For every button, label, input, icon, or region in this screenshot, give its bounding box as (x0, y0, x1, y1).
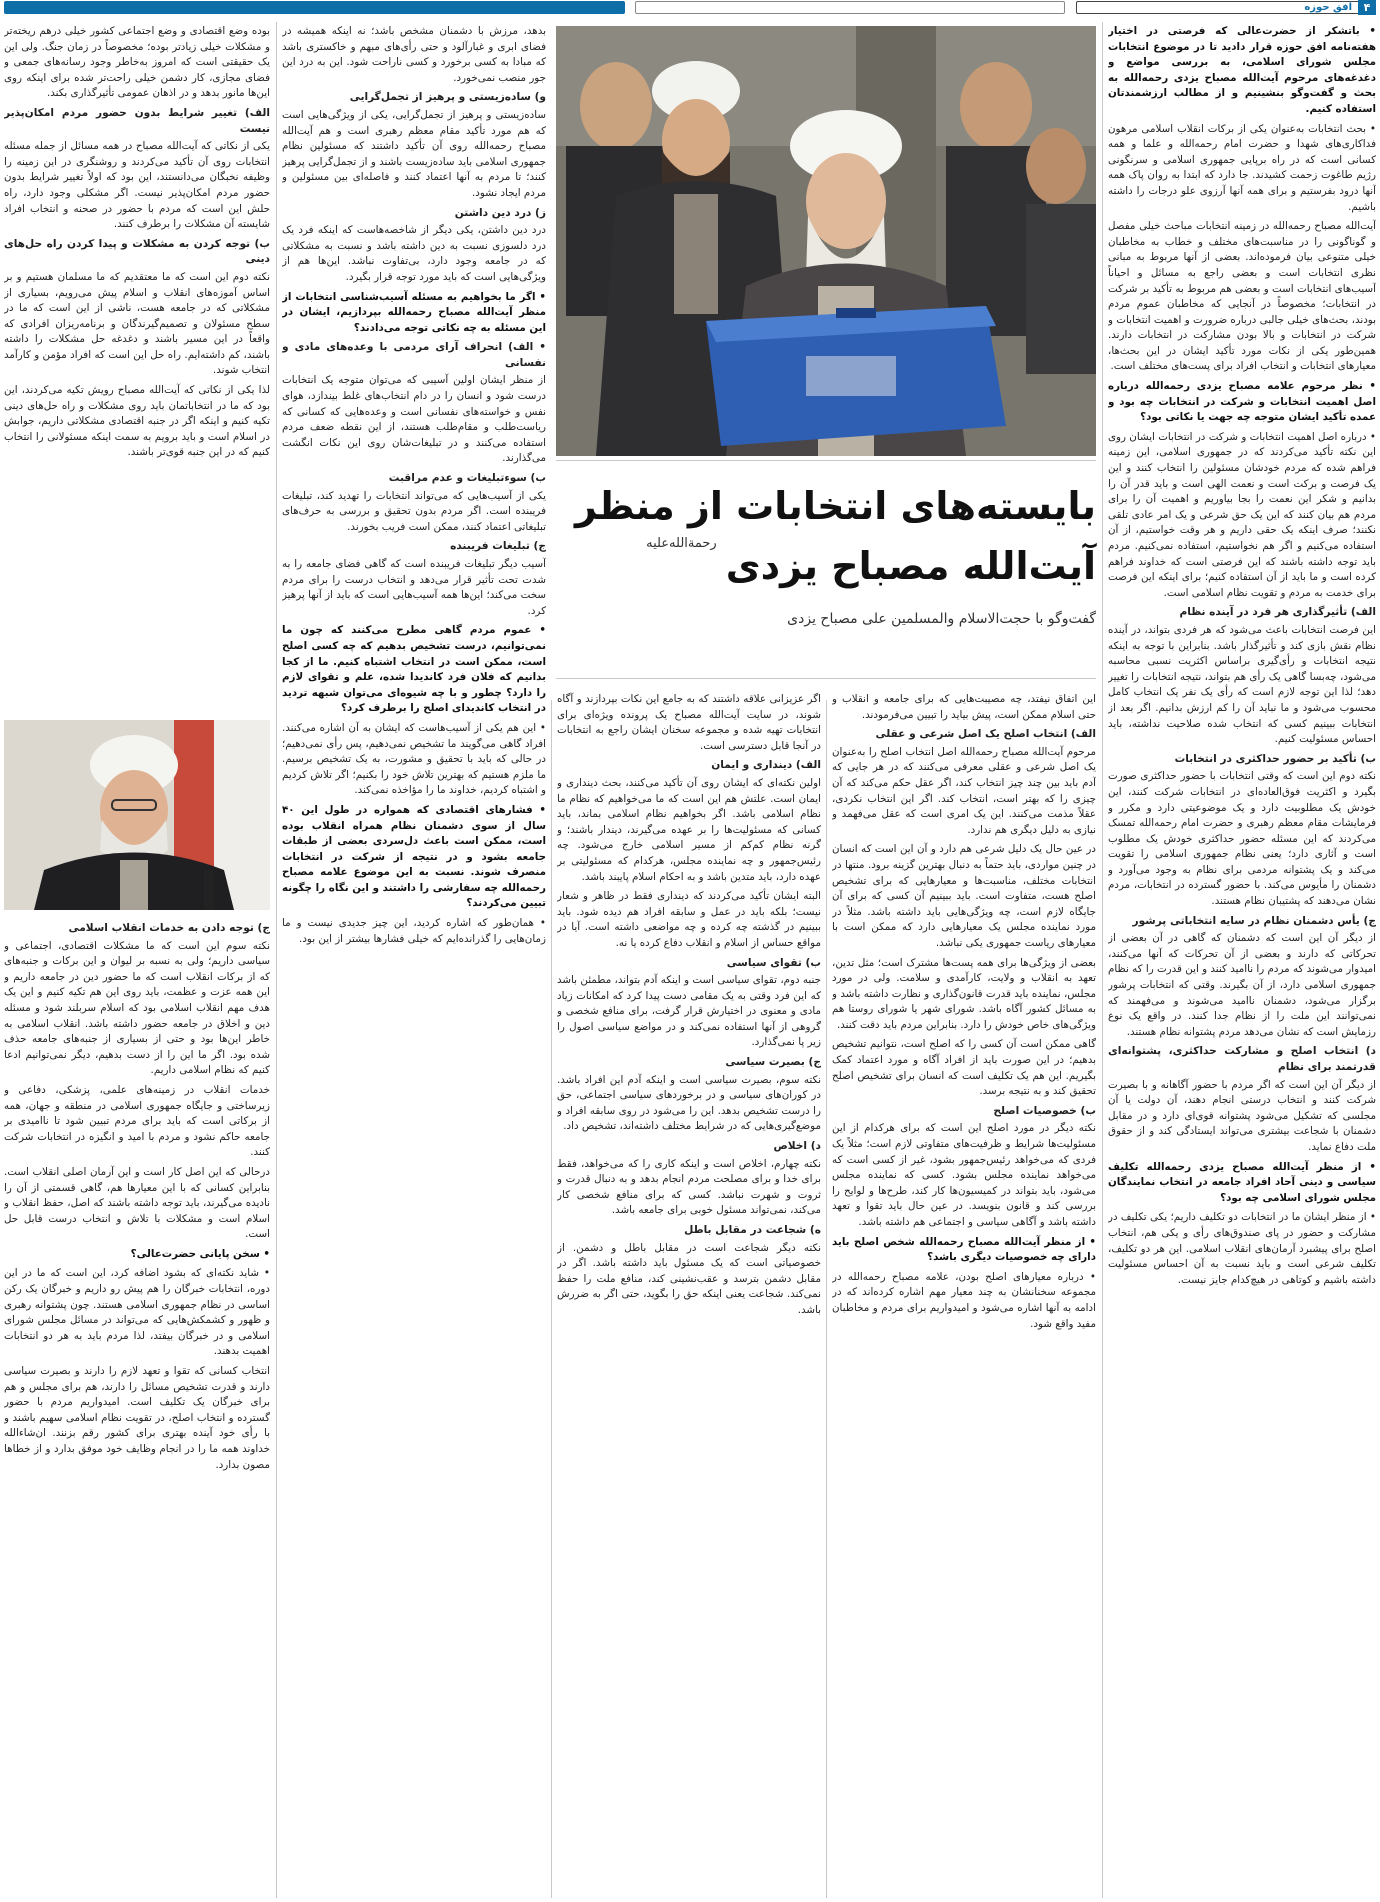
masthead-logo: افق حوزه (1304, 2, 1352, 13)
section-heading: ه) شجاعت در مقابل باطل (684, 1224, 821, 1236)
article-column-2 (832, 692, 1096, 1900)
article-column-1 (1108, 24, 1376, 1900)
article-column-6 (4, 918, 270, 1900)
section-heading: ج) توجه دادن به خدمات انقلاب اسلامی (68, 922, 270, 934)
paragraph: بوده وضع اقتصادی و وضع اجتماعی کشور خیلی درهم ریخته‌تر و مشکلات خیلی زیادتر بوده؛ مخصوصاً در زمان جنگ. ولی این یک حقیقتی است که امروز به‌خاطر وجود رسانه‌های جمعی و فضای مجازی، کار دشمن خیلی راحت‌تر شده برای اینکه روی این‌ها مانور بدهد و در اذهان عمومی تأثیرگذاری بکند. (4, 25, 270, 100)
page-number: ۴ (1358, 0, 1376, 15)
section-heading: د) اخلاص (773, 1140, 821, 1153)
portrait-photo (4, 720, 270, 910)
article-column-5 (4, 24, 270, 714)
paragraph: یکی از نکاتی که آیت‌الله مصباح در همه مسائل از جمله مسئله انتخابات روی آن تأکید می‌کردند و روشنگری در این زمینه را وظیفه نخبگان می‌دانستند، این بود که اولاً تغییر شرایط بدون حضور مردم امکان‌پذیر نیست. اگر مشکلی وجود دارد، راه حلش این است که مردم با حضور در صحنه و انتخاب افراد شایسته آن مشکلات را برطرف کنند. (4, 140, 270, 231)
title-rule (556, 678, 1096, 679)
paragraph: • شاید نکته‌ای که بشود اضافه کرد، این است که ما در این دوره، انتخابات خبرگان را هم پیش رو داریم و خبرگان یک رکن اساسی در نظام جمهوری اسلامی هستند. چون پشتوانه رهبری و ظهور و کشمکش‌هایی که می‌تواند در مسائل مجلس شورای اسلامی و در خبرگان بیفتد، لذا مردم باید به هر دو انتخابات اهمیت بدهند. (4, 1267, 270, 1358)
ballot-box (706, 306, 1006, 446)
column-rule (276, 22, 277, 1898)
paragraph: بدهد، مرزش با دشمنان مشخص باشد؛ نه اینکه همیشه در فضای ابری و غبارآلود و حتی رأی‌های مبهم و خاکستری باشد که مبادا به کسی برخورد و کسی ناراحت شود. این به درد این جور منصب نمی‌خورد. (282, 25, 546, 84)
interview-question: • باتشکر از حضرت‌عالی که فرصتی در اختیار هفته‌نامه افق حوزه قرار دادید تا در موضوع انتخابات مجلس شورای اسلامی، به بررسی مواضع و دغدغه‌های مرحوم آیت‌الله مصباح یزدی رحمه‌الله به بحث و گفت‌وگو بنشینیم و از مطالب ارزشمندتان استفاده کنیم. (1108, 25, 1376, 115)
article-title (556, 476, 1096, 656)
column-rule (826, 700, 827, 1898)
title-honorific: رحمة‌الله‌علیه (646, 536, 717, 551)
paragraph: • درباره اصل اهمیت انتخابات و شرکت در انتخابات ایشان روی این نکته تأکید می‌کردند که در جمهوری اسلامی، این زمینه فراهم شده که مردم خودشان مسئولین را انتخاب کنند و این یک فرصت و برکت است و نعمت الهی است و باید قدر آن را بدانیم و شکر این نعمت را بجا بیاوریم و اهمیت آن را برای مردم هم بیان کنند که این یک حق شرعی و یک امر عادی تلقی نکنند؛ صرف اینکه یک حقی داریم و هر وقت خواستیم، از آن استفاده می‌کنیم و اگر هم نخواستیم، استفاده نمی‌کنیم. مردم باید توجه داشته باشند که این فرصتی است که خداوند فراهم کرده است و ما باید از آن استفاده کنیم؛ برای اینکه این فرصت برای خدمت به مردم و تقویت نظام اسلامی است. (1108, 430, 1376, 599)
column-rule (1102, 22, 1103, 1898)
section-heading: الف) انتخاب اصلح یک اصل شرعی و عقلی (875, 728, 1096, 741)
paragraph: از دیگر آن این است که دشمنان که گاهی در آن بعضی از تحرکاتی که دارند و بعضی از آن تحرکات که آنها می‌کنند، امیدوار می‌شوند که مردم را ناامید کنند و این قدرت را که نظام جمهوری اسلامی دارد، از آن بگیرند. وقتی که انتخابات پرشور برگزار می‌شود، دشمنان ناامید می‌شوند و می‌فهمند که نمی‌توانند این ملت را از نظام جدا کنند. در واقع یک نوع رزمایش است که نشان می‌دهد مردم پشتوانه نظام هستند. (1108, 932, 1376, 1038)
article-column-4 (282, 24, 546, 1900)
paragraph: مرحوم آیت‌الله مصباح رحمه‌الله اصل انتخاب اصلح را به‌عنوان یک اصل شرعی و عقلی معرفی می‌کنند که در هر جایی که آدم باید بین چند چیز انتخاب کند، اگر عقل حکم می‌کند که آن چیزی را که بهتر است، انتخاب کند. اگر این انتخاب نکردی، عقلاً مذمت می‌کنند. این یک امری است که عقل می‌فهمد و نیازی به دلیل دیگری هم ندارد. (832, 745, 1096, 836)
section-heading: د) انتخاب اصلح و مشارکت حداکثری، پشتوانه‌ای قدرتمند برای نظام (1108, 1045, 1376, 1073)
paragraph: • درباره معیارهای اصلح بودن، علامه مصباح رحمه‌الله در مجموعه سخنانشان به چند معیار مهم اشاره کرده‌اند که در ادامه به آنها اشاره می‌شود و امیدواریم برای مردم و مخاطبان مفید واقع شود. (832, 1270, 1096, 1330)
paragraph: جنبه دوم، تقوای سیاسی است و اینکه آدم بتواند، مطمئن باشد که این فرد وقتی به یک مقامی دست پیدا کرد که امکانات زیاد مادی و معنوی در اختیارش قرار گرفت، برای منافع شخصی و گروهی از آنها استفاده نمی‌کند و در مواضع سیاسی اصول را زیر پا نمی‌گذارد. (557, 974, 821, 1049)
masthead-bar-middle (635, 1, 1065, 14)
paragraph: این اتفاق نیفتد، چه مصیبت‌هایی که برای جامعه و انقلاب و حتی اسلام ممکن است، پیش بیاید را تبیین می‌فرمودند. (832, 693, 1096, 721)
paragraph: نکته دوم این است که ما معتقدیم که ما مسلمان هستیم و بر اساس آموزه‌های انقلاب و اسلام پیش می‌رویم، بسیاری از مشکلاتی که در جامعه هست، ناشی از این است که ما در سطح مسئولان و تصمیم‌گیرندگان و برنامه‌ریزان افرادی که واقعاً در این مسیر باشند و دغدغه حل مشکلات را داشته باشند، کم داشته‌ایم. راه حل این است که افراد مؤمن و کارآمد انتخاب شوند. (4, 270, 270, 377)
section-heading: ج) بصیرت سیاسی (725, 1056, 821, 1069)
paragraph: لذا یکی از نکاتی که آیت‌الله مصباح رویش تکیه می‌کردند، این بود که ما در انتخاباتمان باید روی مشکلات و راه حل‌های دینی تکیه کنیم و اینکه اگر در جنبه اقتصادی مشکلاتی داریم، جوابش در اسلام است و باید برویم به سمت اینکه مسئولانی را انتخاب کنیم که در این جنبه قوی‌تر باشند. (4, 384, 270, 459)
paragraph: • همان‌طور که اشاره کردید، این چیز جدیدی نیست و ما زمان‌هایی را گذرانده‌ایم که خیلی فشارها بیشتر از این بود. (282, 917, 546, 945)
title-line-2: آیت‌الله مصباح یزدی (725, 544, 1096, 588)
voting-scene-illustration (556, 26, 1096, 456)
section-heading: ب) تقوای سیاسی (726, 956, 821, 969)
article-subtitle: گفت‌وگو با حجت‌الاسلام والمسلمین علی مصباح یزدی (787, 611, 1096, 627)
paragraph: این فرصت انتخابات باعث می‌شود که هر فردی بتواند، در آینده نظام نقش بازی کند و تأثیرگذار باشد. بنابراین با توجه به اینکه نتیجه انتخابات و رأی‌گیری براساس اکثریت نسبی محاسبه می‌شود، چه‌بسا گاهی یک رأی هم بتواند، نتیجه انتخابات را تغییر دهد؛ لذا این توجه لازم است که رأی یک نفر یک انتخاب کامل محسوب می‌شود و ما نباید آن را کم ارزش بدانیم. اگر بعد از انتخابات ببینیم کسی که انتخاب شده صلاحیت نداشته، باید احساس مسئولیت کنیم. (1108, 623, 1376, 746)
paragraph: بعضی از ویژگی‌ها برای همه پست‌ها مشترک است؛ مثل تدین، تعهد به انقلاب و ولایت، کارآمدی و سلامت. ولی در مورد مجلس، نماینده باید قدرت قانون‌گذاری و نظارت داشته باشد و به مسائل کشور آگاه باشد. شورای شهر یا شورای روستا هم ویژگی‌های خاص خودش را دارد. بنابراین مردم باید دقت کنند. (832, 956, 1096, 1031)
interview-question: • از منظر آیت‌الله مصباح رحمه‌الله شخص اصلح باید دارای چه خصوصیات دیگری باشد؟ (832, 1235, 1096, 1264)
paragraph: • این هم یکی از آسیب‌هاست که ایشان به آن اشاره می‌کنند. افراد گاهی می‌گویند ما تشخیص نمی‌دهیم، پس رأی نمی‌دهیم؛ در حالی که باید با تحقیق و مشورت، به یک تشخیص برسیم. ما ملزم هستیم که بهترین تلاش خود را بکنیم؛ اگر تلاش کردیم و اشتباه کردیم، خداوند ما را مؤاخذه نمی‌کند. (282, 721, 546, 797)
section-heading: الف) تغییر شرایط بدون حضور مردم امکان‌پذیر نیست (4, 106, 270, 135)
section-heading: ب) سوءتبلیغات و عدم مراقبت (388, 472, 546, 485)
section-heading: • الف) انحراف آرای مردمی با وعده‌های مادی و نفسانی (282, 341, 546, 369)
interview-question: • از منظر آیت‌الله مصباح یزدی رحمه‌الله تکلیف سیاسی و دینی آحاد افراد جامعه در انتخاب نمایندگان مجلس شورای اسلامی چه بود؟ (1108, 1160, 1376, 1204)
section-heading: ب) تأکید بر حضور حداکثری در انتخابات (1174, 752, 1376, 765)
voting-photo (556, 26, 1096, 456)
paragraph: نکته دیگر شجاعت است در مقابل باطل و دشمن. از خصوصیاتی است که یک مسئول باید داشته باشد. اگر در مقابل دشمن بترسد و عقب‌نشینی کند، منافع ملت را حفظ نمی‌کند. شجاعت یعنی اینکه حق را بگوید، حتی اگر به ضررش باشد. (557, 1241, 821, 1316)
title-line-2-wrap (556, 536, 1096, 596)
paragraph: آیت‌الله مصباح رحمه‌الله در زمینه انتخابات مباحث خیلی مفصل و گوناگونی را در مناسبت‌های مختلف و خطاب به مخاطبان خیلی متنوعی بیان فرموده‌اند. بعضی از آنها مربوط به مبانی نظری انتخابات است و بعضی راجع به مسائل و احیاناً آسیب‌های انتخابات است و بعضی هم مربوط به تأکید بر شرکت در انتخابات؛ مخصوصاً در آنجایی که مخاطبان عموم مردم بودند، بحث‌های خیلی جالبی درباره ضرورت و اهمیت انتخابات و شرکت در انتخابات و بالا بودن مشارکت در انتخابات دارند. همین‌طور یکی از نکات مورد تأکید ایشان در این بحث‌ها، معیارهای انتخابات و انتخاب افراد برای پست‌های مختلف است. (1108, 220, 1376, 373)
interview-question: • عموم مردم گاهی مطرح می‌کنند که چون ما نمی‌توانیم، درست تشخیص بدهیم که چه کسی اصلح است، ممکن است در انتخاب اشتباه کنیم. ما از کجا بدانیم که فلان فرد کاندیدا شده، علم و تقوای لازم را دارد؟ چطور و با چه شیوه‌ای می‌توان شبهه تردید در انتخاب کاندیدای اصلح را برطرف کرد؟ (282, 624, 546, 715)
paragraph: در عین حال یک دلیل شرعی هم دارد و آن این است که انسان در چنین مواردی، باید حتماً به دنبال بهترین گزینه برود. منتها در انتخابات مختلف، مناسبت‌ها و معیارهایی که برای تشخیص اصلح هست، متفاوت است. باید ببینیم آن کسی که برای آن جایگاه لازم است، چه ویژگی‌هایی باید داشته باشد. مثلاً در مورد نماینده مجلس یک معیارهایی دارد که ممکن است با معیارهای ریاست جمهوری یکی نباشد. (832, 843, 1096, 949)
paragraph: • از منظر ایشان ما در انتخابات دو تکلیف داریم؛ یکی تکلیف در مشارکت و حضور در پای صندوق‌های رأی و یکی هم، انتخاب اصلح برای پیشبرد آرمان‌های انقلاب اسلامی. این هر دو تکلیف، تکلیف شرعی است و باید نسبت به آن احساس مسئولیت داشته باشیم و کوتاهی در هیچ‌کدام جایز نیست. (1108, 1211, 1376, 1286)
paragraph: • بحث انتخابات به‌عنوان یکی از برکات انقلاب اسلامی مرهون فداکاری‌های شهدا و حضرت امام رحمه‌الله و علما و همه کسانی است که در راه برپایی جمهوری اسلامی و سرنگونی رژیم طاغوت زحمت کشیدند. جا دارد که ابتدا به روان پاک همه آنها درود بفرستیم و برای همه آنها آرزوی علو درجات را داشته باشیم. (1108, 122, 1376, 213)
section-heading: ج) یأس دشمنان نظام در سایه انتخاباتی پرشور (1132, 914, 1376, 927)
section-heading: ب) توجه کردن به مشکلات و پیدا کردن راه حل‌های دینی (4, 237, 270, 266)
section-heading: ز) درد دین داشتن (454, 206, 546, 219)
section-heading: ج) تبلیغات فریبنده (450, 540, 546, 553)
paragraph: درد دین داشتن، یکی دیگر از شاخصه‌هاست که اینکه فرد یک درد دلسوزی نسبت به دین داشته باشد و نسبت به مشکلاتی که در جامعه وجود دارد، بی‌تفاوت نباشد. این‌ها هم از ویژگی‌هایی است که باید مورد توجه قرار بگیرد. (282, 224, 546, 283)
section-heading: الف) دینداری و ایمان (711, 759, 821, 772)
paragraph: انتخاب کسانی که تقوا و تعهد لازم را دارند و بصیرت سیاسی دارند و قدرت تشخیص مسائل را دارند، هم برای مجلس و هم برای خبرگان یک تکلیف است. امیدواریم مردم با حضور گسترده و انتخاب اصلح، در تقویت نظام اسلامی سهیم باشند و با رأی خود آینده بهتری برای کشور رقم بزنند. ان‌شاءالله خداوند همه ما را در انجام وظایف خود موفق بدارد و از خطاها مصون بدارد. (4, 1365, 270, 1471)
paragraph: نکته چهارم، اخلاص است و اینکه کاری را که می‌خواهد، فقط برای خدا و برای مصلحت مردم انجام بدهد و به دنبال قدرت و ثروت و شهرت نباشد. کسی که برای منافع شخصی کار می‌کند، نمی‌تواند مسئول خوبی برای جامعه باشد. (557, 1157, 821, 1217)
paragraph: ساده‌زیستی و پرهیز از تجمل‌گرایی، یکی از ویژگی‌هایی است که هم مورد تأکید مقام معظم رهبری است و هم آیت‌الله مصباح رحمه‌الله روی آن تأکید داشتند که مسئولین نظام جمهوری اسلامی باید ساده‌زیست باشند و از تجمل‌گرایی پرهیز کنند؛ تا مردم به آنها اعتماد کنند و فاصله‌ای بین مسئولین و مردم ایجاد نشود. (282, 108, 546, 199)
title-rule (556, 460, 1096, 461)
paragraph: از منظر ایشان اولین آسیبی که می‌توان متوجه یک انتخابات درست شود و انسان را در دام انتخاب‌های غلط بیندازد، هوای نفس و خواسته‌های نفسانی است و وعده‌هایی که کسانی که ریاست‌طلب و مقام‌طلب هستند، از این نقطه ضعف مردم استفاده می‌کنند و در تبلیغات‌شان روی این نکات انگشت می‌گذارند. (282, 374, 546, 465)
paragraph: یکی از آسیب‌هایی که می‌تواند انتخابات را تهدید کند، تبلیغات فریبنده است. اگر مردم بدون تحقیق و بررسی به حرف‌های تبلیغاتی اعتماد کنند، ممکن است فریب بخورند. (282, 489, 546, 533)
paragraph: گاهی ممکن است آن کسی را که اصلح است، نتوانیم تشخیص بدهیم؛ در این صورت باید از افراد آگاه و مورد اعتماد کمک بگیریم. این هم یک تکلیف است که انسان برای تشخیص اصلح تحقیق کند و به نتیجه برسد. (832, 1038, 1096, 1098)
paragraph: نکته دیگر در مورد اصلح این است که برای هرکدام از این مسئولیت‌ها شرایط و ظرفیت‌های متفاوتی لازم است؛ مثلاً یک فردی که می‌خواهد رئیس‌جمهور بشود، غیر از کسی است که می‌خواهد نماینده مجلس بشود. کسی که نماینده مجلس می‌شود، باید بتواند در کمیسیون‌ها کار کند، طرح‌ها و لوایح را بررسی کند و قانون بنویسد. در عین حال باید تقوا و تعهد داشته باشد و آگاهی سیاسی و اجتماعی هم داشته باشد. (832, 1122, 1096, 1228)
paragraph: آسیب دیگر تبلیغات فریبنده است که گاهی فضای جامعه را به شدت تحت تأثیر قرار می‌دهد و انتخاب درست را برای مردم سخت می‌کند؛ این‌ها همه آسیب‌هایی است که باید از آنها پرهیز کرد. (282, 558, 546, 617)
article-column-3 (557, 692, 821, 1900)
paragraph: اگر عزیزانی علاقه داشتند که به جامع این نکات بپردازند و آگاه شوند، در سایت آیت‌الله مصباح یک پرونده ویژه‌ای برای انتخابات تهیه شده و مجموعه سخنان ایشان راجع به انتخابات در آنجا قابل دسترسی است. (557, 693, 821, 752)
portrait-illustration (4, 720, 270, 910)
title-line-1: بایسته‌های انتخابات از منظر (575, 484, 1096, 528)
interview-question: • اگر ما بخواهیم به مسئله آسیب‌شناسی انتخابات از منظر آیت‌الله مصباح رحمه‌الله بپردازیم، ایشان در این مسئله به چه نکاتی توجه می‌دادند؟ (282, 290, 546, 334)
masthead (0, 0, 1380, 16)
paragraph: درحالی که این اصل کار است و این آرمان اصلی انقلاب است. بنابراین کسانی که با این معیارها هم، گاهی قسمتی از آن را نادیده می‌گیرند، باید توجه داشته باشند که اصل، حفظ انقلاب و اسلام است و مشکلات با تلاش و انتخاب درست قابل حل است. (4, 1165, 270, 1241)
interview-question: • فشارهای اقتصادی که همواره در طول این ۴۰ سال از سوی دشمنان نظام همراه انقلاب بوده است، ممکن است باعث دل‌سردی بعضی از طبقات جامعه بشود و در نتیجه از شرکت در انتخابات منصرف شوند. نسبت به این موضوع علامه مصباح رحمه‌الله چه سفارشی را داشتند و این نگاه را چگونه تبیین می‌کردند؟ (282, 803, 546, 910)
paragraph: خدمات انقلاب در زمینه‌های علمی، پزشکی، دفاعی و زیرساختی و جایگاه جمهوری اسلامی در منطقه و جهان، همه از برکاتی است که باید برای مردم تبیین شود تا ناامیدی بر جامعه حاکم نشود و مردم با امید و انگیزه در انتخابات شرکت کنند. (4, 1083, 270, 1159)
paragraph: نکته سوم این است که ما مشکلات اقتصادی، اجتماعی و سیاسی داریم؛ ولی به نسبه بر لیوان و این برکات و جنبه‌های که از برکات انقلاب است که ما حضور دین در جامعه داریم و این همه عزت و عظمت، باید روی این هم تکیه کنیم و این یک هدف مهم انقلاب اسلامی بود که اسلام سربلند شود و مسئله دین و اخلاق در جامعه حضور داشته باشد. انقلاب اسلامی به خاطر این‌ها بود و حتی از بسیاری از جنبه‌های جامعه حذف شده بود. اگر ما این را از دست بدهیم، دیگر نمی‌توانیم ادعا کنیم که نظام اسلامی داریم. (4, 939, 270, 1077)
paragraph: نکته دوم این است که وقتی انتخابات با حضور حداکثری صورت بگیرد و اکثریت فوق‌العاده‌ای در انتخابات شرکت کنند، این خودش یک مطلوبیت دارد و یک موضوعیتی دارد و مکرر و فرمایشات مقام معظم رهبری و حضرت امام رحمه‌الله تمسک می‌کردند که این مسئله حضور حداکثری خودش یک مطلوب است و آثاری دارد؛ یعنی نظام جمهوری اسلامی را تقویت می‌کند و یک پشتوانه مردمی برای نظام به وجود می‌آورد و دشمنان را مأیوس می‌کند. با حضور گسترده در انتخابات، مردم نشان می‌دهند که پشتیبان نظام هستند. (1108, 770, 1376, 908)
paragraph: اولین نکته‌ای که ایشان روی آن تأکید می‌کنند، بحث دینداری و ایمان است. علتش هم این است که ما می‌خواهیم که نظام ما نظام اسلامی باشد. اگر بخواهیم نظام اسلامی بماند، باید کسانی که مسئولیت‌ها را بر عهده می‌گیرند، دیندار باشند؛ و گرنه نظام کم‌کم از مسیر اسلامی خارج می‌شود. چه رئیس‌جمهور و چه نماینده مجلس، هرکدام که مسئولیتی بر عهده دارد، باید متدین باشد و به احکام اسلام پایبند باشد. (557, 776, 821, 883)
interview-question: • نظر مرحوم علامه مصباح یزدی رحمه‌الله درباره اصل اهمیت انتخابات و شرکت در انتخابات چه بود و عمده تأکید ایشان متوجه چه جهت یا نکاتی بود؟ (1108, 380, 1376, 424)
masthead-bar-left (4, 1, 625, 14)
column-rule (551, 700, 552, 1898)
section-heading: الف) تأثیرگذاری هر فرد در آینده نظام (1179, 606, 1376, 619)
section-heading: ب) خصوصیات اصلح (993, 1104, 1096, 1117)
paragraph: از دیگر آن این است که اگر مردم با حضور آگاهانه و با بصیرت شرکت کنند و انتخاب درستی انجام دهند، آن دولت یا آن مجلسی که تشکیل می‌شود پشتوانه قوی‌ای دارد و در مقابل دشمنان با شجاعت بیشتری می‌تواند ایستادگی کند و از حقوق ملت دفاع نماید. (1108, 1078, 1376, 1153)
section-heading: و) ساده‌زیستی و پرهیز از تجمل‌گرایی (349, 91, 546, 104)
paragraph: نکته سوم، بصیرت سیاسی است و اینکه آدم این افراد باشد. در کوران‌های سیاسی و در برخوردهای سیاسی اجتماعی، حق را درست تشخیص بدهد. این را می‌شود در روی سابقه افراد و موضع‌گیری‌هایی که در شرایط مختلف داشته‌اند، تشخیص داد. (557, 1073, 821, 1133)
interview-question: • سخن پایانی حضرت‌عالی؟ (130, 1247, 270, 1260)
paragraph: البته ایشان تأکید می‌کردند که دینداری فقط در ظاهر و شعار نیست؛ بلکه باید در عمل و سابقه افراد هم دیده شود. باید ببینیم در گذشته چه کرده و چه مواضعی داشته است. آیا در مواقع حساس از اسلام و انقلاب دفاع کرده یا نه. (557, 890, 821, 949)
